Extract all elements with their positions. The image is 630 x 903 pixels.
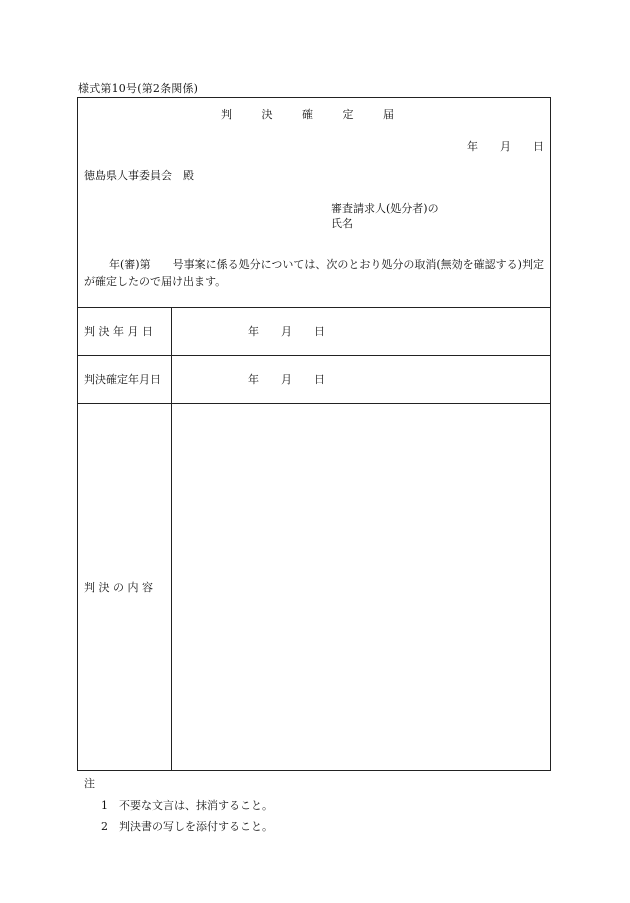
form-code: 様式第10号(第2条関係) <box>78 82 199 95</box>
notes <box>84 775 273 839</box>
document-title: 判 決 確 定 届 <box>221 108 407 121</box>
judgment-content-label: 判 決 の 内 容 <box>78 403 172 770</box>
note-item: 2 判決書の写しを添付すること。 <box>101 820 273 833</box>
judgment-date-label: 判 決 年 月 日 <box>78 307 172 355</box>
judgment-content-row <box>78 403 550 770</box>
judgment-date-row <box>78 307 550 356</box>
judgment-date-value[interactable]: 年 月 日 <box>248 325 325 338</box>
requester-label: 審査請求人(処分者)の <box>331 202 439 215</box>
header-section <box>78 98 550 308</box>
addressee: 徳島県人事委員会 殿 <box>84 169 194 182</box>
notes-heading: 注 <box>84 777 95 790</box>
finalization-date-value[interactable]: 年 月 日 <box>248 373 325 386</box>
name-label: 氏名 <box>331 217 353 230</box>
note-item: 1 不要な文言は、抹消すること。 <box>101 799 273 812</box>
finalization-date-label: 判決確定年月日 <box>78 355 172 403</box>
submission-date: 年 月 日 <box>467 140 544 153</box>
statement-text: 年(審)第 号事案に係る処分については、次のとおり処分の取消(無効を確認する)判定が確定したので届け出ます。 <box>84 258 544 288</box>
form-frame <box>77 97 551 771</box>
finalization-date-row <box>78 355 550 404</box>
